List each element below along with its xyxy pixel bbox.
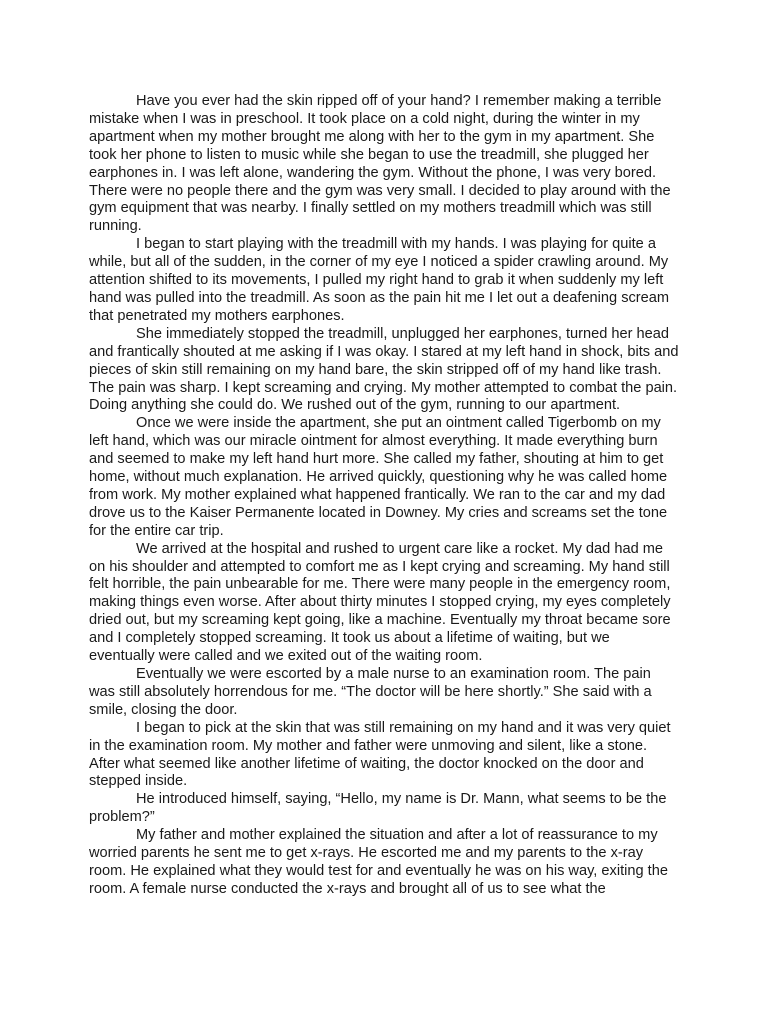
paragraph-5 [89, 541, 679, 666]
paragraph-text: I began to start playing with the treadmill with my hands. I was playing for quite a while, but all of the sudden, in the corner of my eye I noticed a spider crawling around. My attention shifted to its movements, I pulled my right hand to grab it when suddenly my left hand was pulled into the treadmill. As soon as the pain hit me I let out a deafening scream that penetrated my mothers earphones. [89, 236, 670, 324]
document-body [89, 93, 679, 899]
paragraph-text: He introduced himself, saying, “Hello, my name is Dr. Mann, what seems to be the problem?” [89, 791, 667, 826]
paragraph-text: Once we were inside the apartment, she put an ointment called Tigerbomb on my left hand, which was our miracle ointment for almost everything. It made everything burn and seemed to make my left hand hurt more. She called my father, shouting at him to get home, without much explanation. He arrived quickly, questioning why he was called home from work. My mother explained what happened frantically. We ran to the car and my dad drove us to the Kaiser Permanente located in Downey. My cries and screams set the tone for the entire car trip. [89, 415, 668, 539]
paragraph-7 [89, 720, 679, 792]
paragraph-text: Eventually we were escorted by a male nurse to an examination room. The pain was still absolutely horrendous for me. “The doctor will be here shortly.” She said with a smile, closing the door. [89, 666, 652, 718]
paragraph-text: We arrived at the hospital and rushed to urgent care like a rocket. My dad had me on his shoulder and attempted to comfort me as I kept crying and screaming. My hand still felt horrible, the pain unbearable for me. There were many people in the emergency room, making things even worse. After about thirty minutes I stopped crying, my eyes completely dried out, but my screaming kept going, like a machine. Eventually my throat became sore and I completely stopped screaming. It took us about a lifetime of waiting, but we eventually were called and we exited out of the waiting room. [89, 540, 671, 665]
paragraph-3 [89, 326, 679, 416]
paragraph-8 [89, 791, 679, 827]
paragraph-4 [89, 415, 679, 540]
paragraph-2 [89, 236, 679, 326]
paragraph-text: I began to pick at the skin that was still remaining on my hand and it was very quiet in the examination room. My mother and father were unmoving and silent, like a stone. After what seemed like another lifetime of waiting, the doctor knocked on the door and stepped inside. [89, 719, 671, 790]
paragraph-1 [89, 93, 679, 236]
paragraph-text: She immediately stopped the treadmill, unplugged her earphones, turned her head and frantically shouted at me asking if I was okay. I stared at my left hand in shock, bits and pieces of skin still remaining on my hand bare, the skin stripped off of my hand like trash. The pain was sharp. I kept screaming and crying. My mother attempted to combat the pain. Doing anything she could do. We rushed out of the gym, running to our apartment. [89, 325, 679, 414]
paragraph-text: My father and mother explained the situation and after a lot of reassurance to my worried parents he sent me to get x-rays. He escorted me and my parents to the x-ray room. He explained what they would test for and eventually he was on his way, exiting the room. A female nurse conducted the x-rays and brought all of us to see what the [89, 827, 668, 897]
paragraph-text: Have you ever had the skin ripped off of your hand? I remember making a terrible mistake when I was in preschool. It took place on a cold night, during the winter in my apartment when my mother brought me along with her to the gym in my apartment. She took her phone to listen to music while she began to use the treadmill, she plugged her earphones in. I was left alone, wandering the gym. Without the phone, I was very bored. There were no people there and the gym was very small. I decided to play around with the gym equipment that was nearby. I finally settled on my mothers treadmill which was still running. [89, 93, 671, 235]
paragraph-6 [89, 666, 679, 720]
paragraph-9 [89, 827, 679, 899]
